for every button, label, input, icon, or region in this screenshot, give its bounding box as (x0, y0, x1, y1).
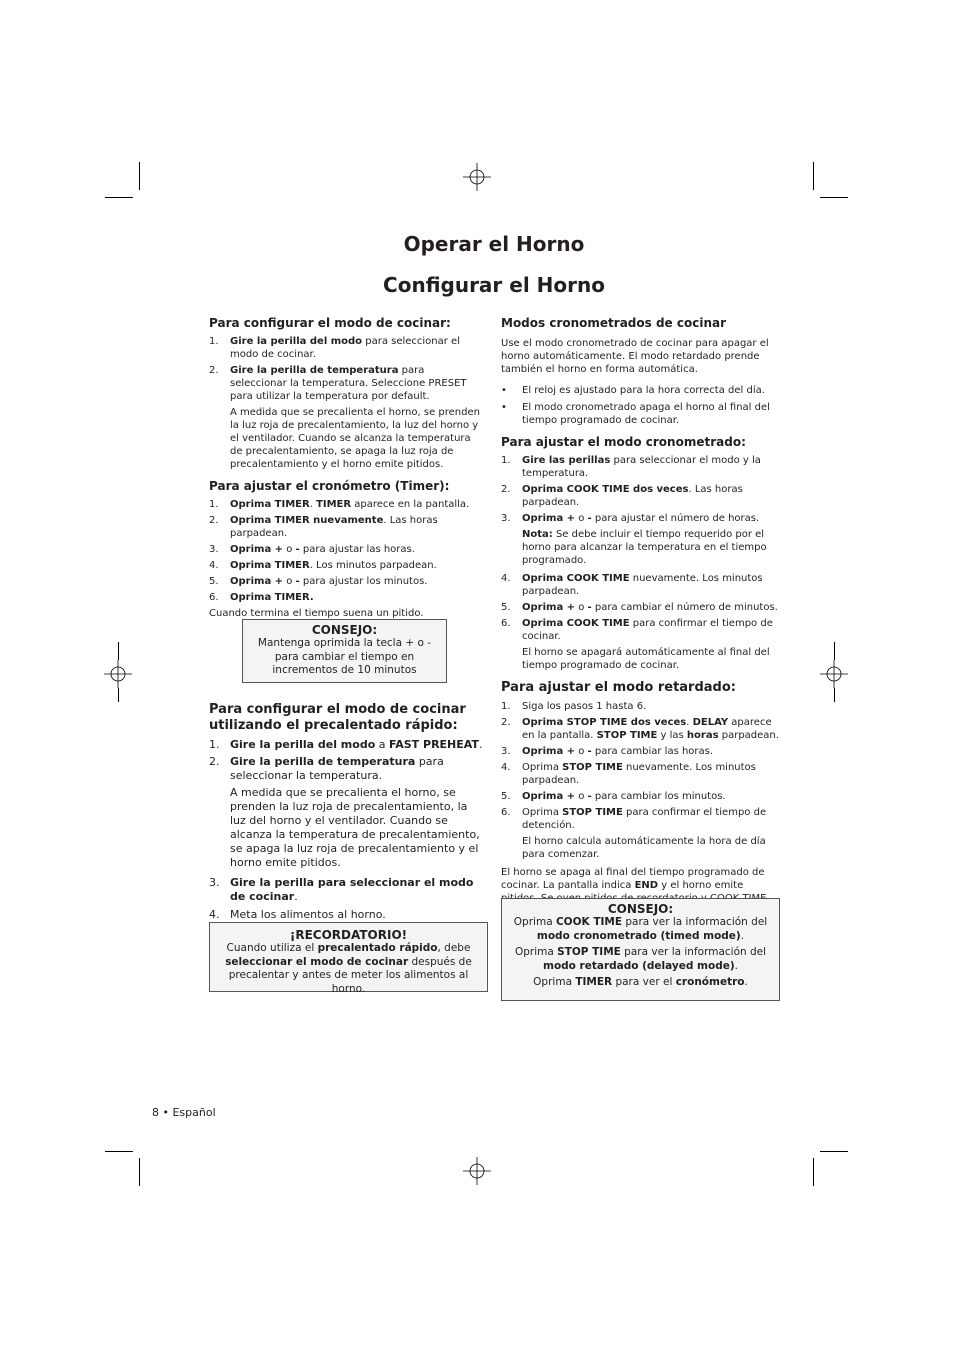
list-item (501, 483, 781, 509)
steps-timed-mode-cont (501, 572, 781, 643)
item-text: Oprima + o - para ajustar los minutos. (230, 576, 428, 587)
heading-timed-mode: Para ajustar el modo cronometrado: (501, 435, 746, 449)
tip-heading: CONSEJO: (607, 902, 674, 916)
list-item (209, 591, 483, 604)
item-text: Oprima + o - para cambiar las horas. (522, 746, 714, 757)
list-item (209, 575, 483, 588)
steps-delayed-mode (501, 700, 781, 832)
list-item: 2. Gire la perilla de temperatura para seleccionar la temperatura. (209, 755, 444, 782)
item-text: Oprima + o - para ajustar el número de horas. (522, 513, 760, 524)
item-number: 3. (501, 746, 511, 757)
crop-mark (834, 642, 835, 660)
list-item (209, 498, 483, 511)
bullet-text: El modo cronometrado apaga el horno al final del tiempo programado de cocinar. (522, 402, 770, 426)
bullet-text: El reloj es ajustado para la hora correcta del día. (522, 385, 765, 396)
auto-off-note: El horno se apagará automáticamente al final del tiempo programado de cocinar. (522, 647, 770, 671)
list-item (501, 761, 781, 787)
timer-end-note: Cuando termina el tiempo suena un pitido. (209, 608, 424, 619)
tip-box (501, 898, 780, 1001)
heading-timed-modes: Modos cronometrados de cocinar (501, 316, 726, 330)
registration-mark-icon (463, 163, 491, 191)
steps-timer (209, 498, 483, 604)
item-text: Oprima COOK TIME para confirmar el tiempo de cocinar. (522, 618, 773, 642)
list-item (501, 617, 781, 643)
item-number: 2. (501, 717, 511, 728)
item-number: 2. (501, 484, 511, 495)
tip-line: Oprima TIMER para ver el cronómetro. (533, 976, 748, 988)
list-item: 1. Gire la perilla del modo a FAST PREHEAT. (209, 738, 483, 751)
timed-mode-note: Nota: Se debe incluir el tiempo requerido por el horno para alcanzar la temperatura en el tiempo programado. (522, 529, 767, 566)
list-item (501, 806, 781, 832)
crop-mark (118, 642, 119, 660)
item-number: 4. (501, 573, 511, 584)
registration-mark-icon (820, 660, 848, 688)
list-item (209, 559, 483, 572)
item-number: 1. (501, 701, 511, 712)
tip-line: Oprima COOK TIME para ver la información del modo cronometrado (timed mode). (513, 916, 768, 942)
crop-mark (820, 1151, 848, 1152)
item-text: Oprima STOP TIME dos veces. DELAY aparece en la pantalla. STOP TIME y las horas parpadean. (522, 717, 779, 741)
item-text: Siga los pasos 1 hasta 6. (522, 701, 647, 712)
crop-mark (813, 162, 814, 190)
item-text: Oprima STOP TIME nuevamente. Los minutos parpadean. (522, 762, 756, 786)
list-item: 3. Gire la perilla para seleccionar el modo de cocinar. (209, 876, 474, 903)
item-text: Oprima TIMER. Los minutos parpadean. (230, 560, 437, 571)
crop-mark (834, 688, 835, 702)
preheat-note: A medida que se precalienta el horno, se prenden la luz roja de precalentamiento, la luz del horno y el ventilador. Cuando se alcanza la temperatura de precalentamiento, se apaga la luz roja de precalentamiento y el horno emite pitidos. (230, 786, 480, 869)
steps-cooking-mode (209, 335, 483, 403)
reminder-box (209, 922, 488, 995)
left-column (209, 316, 483, 625)
bullet-icon: • (501, 402, 507, 413)
list-item (501, 745, 781, 758)
item-number: 5. (209, 576, 219, 587)
reminder-heading: ¡RECORDATORIO! (289, 928, 408, 942)
page-footer: 8 • Español (152, 1106, 216, 1119)
delayed-end-note: El horno se apaga al final del tiempo programado de cocinar. La pantalla indica END y el horno emite (501, 867, 765, 891)
crop-mark (820, 197, 848, 198)
bullet-item (501, 384, 781, 397)
item-number: 1. (501, 455, 511, 466)
bullet-icon: • (501, 385, 507, 396)
timed-modes-bullets (501, 384, 781, 427)
list-item: 4. Meta los alimentos al horno. (209, 908, 386, 921)
item-text: Oprima + o - para cambiar el número de minutos. (522, 602, 778, 613)
reminder-text: Cuando utiliza el precalentado rápido, debe seleccionar el modo de cocinar después de precalentar y antes de meter los alimentos al horno. (225, 942, 472, 995)
heading-cooking-mode: Para configurar el modo de cocinar: (209, 316, 451, 330)
heading-timer: Para ajustar el cronómetro (Timer): (209, 479, 450, 493)
item-number: 4. (501, 762, 511, 773)
list-item: 1. Gire la perilla del modo para seleccionar el modo de cocinar. (209, 336, 460, 360)
bullet-item (501, 401, 781, 427)
tip-box (242, 619, 447, 683)
crop-mark (139, 162, 140, 190)
item-number: 1. (209, 499, 219, 510)
crop-mark (105, 1151, 133, 1152)
list-item (501, 601, 781, 614)
timed-modes-intro: Use el modo cronometrado de cocinar para apagar el horno automáticamente. El modo retardado prende también el horno en forma automática. (501, 338, 769, 375)
tip-line: Oprima STOP TIME para ver la información del modo retardado (delayed mode). (514, 946, 767, 972)
tip-lines (506, 916, 775, 990)
list-item (501, 454, 781, 480)
crop-mark (139, 1158, 140, 1186)
left-column-lower (209, 702, 483, 925)
item-number: 6. (501, 618, 511, 629)
list-item (501, 572, 781, 598)
item-text: Oprima + o - para ajustar las horas. (230, 544, 415, 555)
list-item (501, 716, 781, 742)
right-column (501, 316, 781, 923)
registration-mark-icon (463, 1157, 491, 1185)
item-number: 2. (209, 515, 219, 526)
section-title: Configurar el Horno (383, 273, 605, 297)
list-item (501, 512, 781, 525)
item-number: 4. (209, 560, 219, 571)
steps-timed-mode (501, 454, 781, 525)
item-text: Oprima TIMER. (230, 592, 314, 603)
tip-text: Mantenga oprimida la tecla + o - para cambiar el tiempo en incrementos de 10 minutos (257, 637, 432, 676)
heading-fast-preheat: Para configurar el modo de cocinar utilizando el precalentado rápido: (209, 702, 466, 733)
crop-mark (105, 197, 133, 198)
item-number: 5. (501, 791, 511, 802)
list-item: 2. Gire la perilla de temperatura para seleccionar la temperatura. Seleccione PRESET para utilizar la temperatura por default. (209, 365, 467, 402)
steps-fast-preheat (209, 738, 483, 783)
registration-mark-icon (104, 660, 132, 688)
item-number: 3. (501, 513, 511, 524)
page-title: Operar el Horno (403, 232, 585, 256)
list-item (501, 790, 781, 803)
item-text: Oprima TIMER nuevamente. Las horas parpadean. (230, 515, 438, 539)
item-text: Oprima + o - para cambiar los minutos. (522, 791, 726, 802)
item-text: Oprima STOP TIME para confirmar el tiempo de detención. (522, 807, 767, 831)
item-number: 5. (501, 602, 511, 613)
list-item (501, 700, 781, 713)
item-text: Oprima COOK TIME nuevamente. Los minutos parpadean. (522, 573, 763, 597)
crop-mark (813, 1158, 814, 1186)
list-item (209, 543, 483, 556)
item-number: 3. (209, 544, 219, 555)
item-number: 6. (209, 592, 219, 603)
heading-delayed-mode: Para ajustar el modo retardado: (501, 680, 736, 695)
preheat-note: A medida que se precalienta el horno, se prenden la luz roja de precalentamiento, la luz del horno y el ventilador. Cuando se alcanza la temperatura de precalentamiento, se apaga la luz roja de precalentamiento y el horno emite pitidos. (230, 407, 480, 470)
crop-mark (118, 688, 119, 702)
list-item (209, 514, 483, 540)
tip-heading: CONSEJO: (311, 623, 378, 637)
item-number: 6. (501, 807, 511, 818)
item-text: Gire las perillas para seleccionar el modo y la temperatura. (522, 455, 761, 479)
item-text: Oprima COOK TIME dos veces. Las horas parpadean. (522, 484, 743, 508)
steps-fast-preheat-cont (209, 876, 483, 922)
delayed-start-note: El horno calcula automáticamente la hora de día para comenzar. (522, 836, 766, 860)
item-text: Oprima TIMER. TIMER aparece en la pantalla. (230, 499, 470, 510)
